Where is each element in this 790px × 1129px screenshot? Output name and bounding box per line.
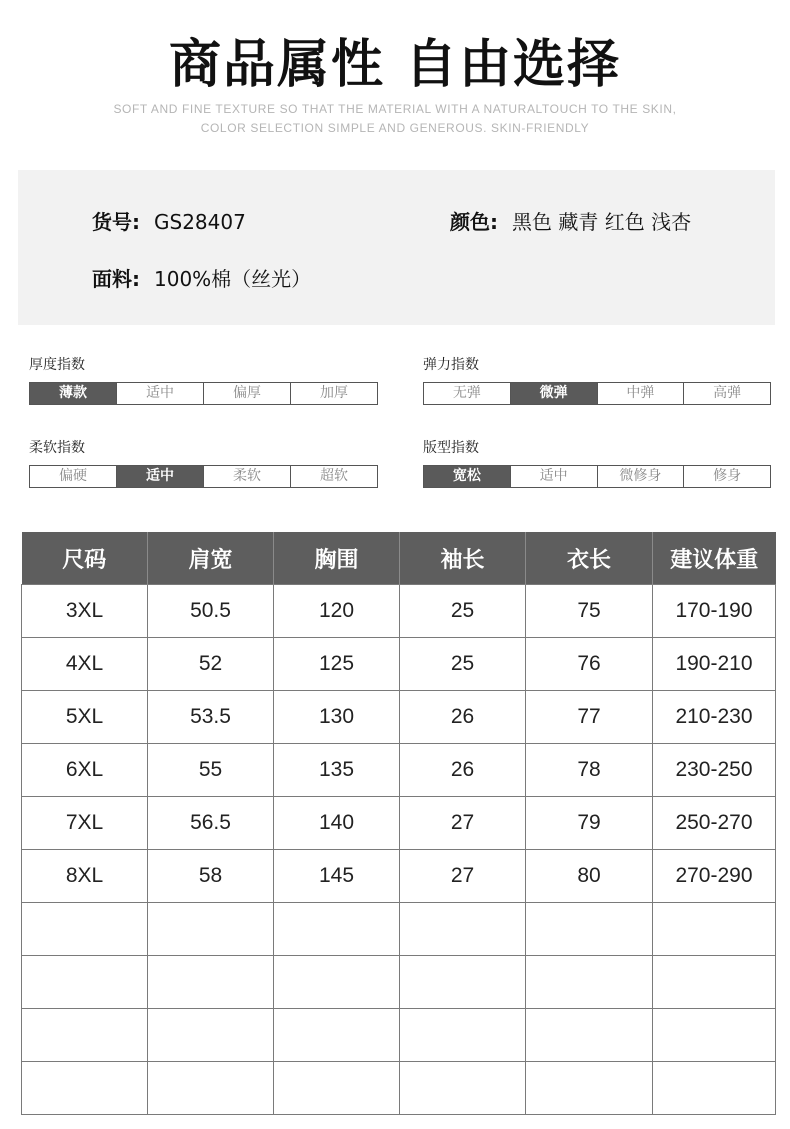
table-cell <box>148 903 274 956</box>
fit-option[interactable]: 适中 <box>511 466 598 487</box>
table-row <box>22 797 776 850</box>
fit-index-label: 版型指数 <box>423 440 479 456</box>
color-value: 黑色 藏青 红色 浅杏 <box>512 210 692 234</box>
size-table-header-row <box>22 532 776 585</box>
table-cell: 130 <box>274 691 400 744</box>
softness-option[interactable]: 超软 <box>320 468 348 484</box>
table-cell <box>22 1062 148 1115</box>
elasticity-option[interactable]: 高弹 <box>713 385 742 401</box>
table-cell: 56.5 <box>148 797 274 850</box>
size-chart-table <box>21 532 776 1115</box>
table-cell <box>22 1009 148 1062</box>
fabric-label: 面料: <box>92 267 140 291</box>
table-cell <box>274 1009 400 1062</box>
table-cell: 230-250 <box>653 744 776 797</box>
table-cell: 80 <box>526 850 653 903</box>
table-cell: 25 <box>400 585 526 638</box>
table-cell: 145 <box>274 850 400 903</box>
table-cell: 50.5 <box>148 585 274 638</box>
item-number-value: GS28407 <box>154 210 246 234</box>
subtitle-line-2: COLOR SELECTION SIMPLE AND GENEROUS. SKIN-FRIENDLY <box>200 121 590 135</box>
table-cell <box>274 1062 400 1115</box>
product-info-panel <box>18 170 775 325</box>
elasticity-option[interactable]: 微弹 <box>511 383 598 404</box>
table-cell: 3XL <box>22 585 148 638</box>
table-cell: 76 <box>526 638 653 691</box>
thickness-option[interactable]: 薄款 <box>30 383 117 404</box>
table-cell <box>400 1009 526 1062</box>
thickness-index-label: 厚度指数 <box>29 357 85 373</box>
table-row <box>22 744 776 797</box>
table-cell: 53.5 <box>148 691 274 744</box>
table-cell: 52 <box>148 638 274 691</box>
fabric-value: 100%棉（丝光） <box>154 267 312 291</box>
table-cell <box>274 903 400 956</box>
table-cell: 250-270 <box>653 797 776 850</box>
column-header-shoulder: 肩宽 <box>148 532 274 585</box>
elasticity-index-label: 弹力指数 <box>423 357 479 373</box>
item-number <box>92 206 246 235</box>
color-label: 颜色: <box>450 210 498 234</box>
subtitle-line-1: SOFT AND FINE TEXTURE SO THAT THE MATERIAL WITH A NATURALTOUCH TO THE SKIN, <box>113 102 677 116</box>
table-cell: 125 <box>274 638 400 691</box>
table-cell: 27 <box>400 850 526 903</box>
table-cell: 77 <box>526 691 653 744</box>
table-cell <box>653 1062 776 1115</box>
table-cell: 26 <box>400 691 526 744</box>
table-cell: 7XL <box>22 797 148 850</box>
table-row-empty <box>22 1009 776 1062</box>
table-cell <box>148 1009 274 1062</box>
table-row-empty <box>22 956 776 1009</box>
elasticity-index <box>423 382 771 405</box>
table-cell: 210-230 <box>653 691 776 744</box>
fit-option[interactable]: 宽松 <box>424 466 511 487</box>
column-header-weight: 建议体重 <box>653 532 776 585</box>
softness-option[interactable]: 柔软 <box>204 466 291 487</box>
table-cell: 78 <box>526 744 653 797</box>
table-row <box>22 638 776 691</box>
table-cell <box>653 956 776 1009</box>
table-row <box>22 691 776 744</box>
fabric-info <box>92 263 311 292</box>
table-cell: 270-290 <box>653 850 776 903</box>
elasticity-option[interactable]: 中弹 <box>598 383 685 404</box>
table-cell: 170-190 <box>653 585 776 638</box>
table-cell: 79 <box>526 797 653 850</box>
table-cell <box>400 903 526 956</box>
table-cell: 75 <box>526 585 653 638</box>
column-header-size: 尺码 <box>22 532 148 585</box>
table-cell: 6XL <box>22 744 148 797</box>
table-cell: 27 <box>400 797 526 850</box>
softness-option[interactable]: 适中 <box>117 466 204 487</box>
table-cell: 135 <box>274 744 400 797</box>
table-cell: 8XL <box>22 850 148 903</box>
table-row <box>22 585 776 638</box>
column-header-chest: 胸围 <box>274 532 400 585</box>
table-cell <box>526 1062 653 1115</box>
table-cell <box>653 1009 776 1062</box>
color-info <box>450 206 691 235</box>
table-cell: 4XL <box>22 638 148 691</box>
column-header-length: 衣长 <box>526 532 653 585</box>
page-title: 商品属性 自由选择 <box>168 35 622 95</box>
column-header-sleeve: 袖长 <box>400 532 526 585</box>
table-cell <box>22 903 148 956</box>
table-cell <box>526 903 653 956</box>
fit-index <box>423 465 771 488</box>
table-row-empty <box>22 903 776 956</box>
table-cell: 58 <box>148 850 274 903</box>
table-cell <box>148 1062 274 1115</box>
item-number-label: 货号: <box>92 210 140 234</box>
elasticity-option[interactable]: 无弹 <box>424 383 511 404</box>
table-cell: 5XL <box>22 691 148 744</box>
softness-option[interactable]: 偏硬 <box>30 466 117 487</box>
fit-option[interactable]: 微修身 <box>598 466 685 487</box>
table-row <box>22 850 776 903</box>
thickness-option[interactable]: 适中 <box>117 383 204 404</box>
table-cell: 26 <box>400 744 526 797</box>
table-cell: 25 <box>400 638 526 691</box>
softness-index-label: 柔软指数 <box>29 440 85 456</box>
table-cell <box>400 956 526 1009</box>
table-cell <box>526 1009 653 1062</box>
thickness-index <box>29 382 378 405</box>
page-subtitle <box>0 100 790 138</box>
table-cell <box>148 956 274 1009</box>
table-cell: 190-210 <box>653 638 776 691</box>
thickness-option[interactable]: 加厚 <box>320 385 348 401</box>
table-cell: 120 <box>274 585 400 638</box>
table-cell: 55 <box>148 744 274 797</box>
fit-option[interactable]: 修身 <box>713 468 742 484</box>
thickness-option[interactable]: 偏厚 <box>204 383 291 404</box>
table-row-empty <box>22 1062 776 1115</box>
softness-index <box>29 465 378 488</box>
table-cell: 140 <box>274 797 400 850</box>
table-cell <box>653 903 776 956</box>
table-cell <box>526 956 653 1009</box>
table-cell <box>274 956 400 1009</box>
table-cell <box>22 956 148 1009</box>
table-cell <box>400 1062 526 1115</box>
